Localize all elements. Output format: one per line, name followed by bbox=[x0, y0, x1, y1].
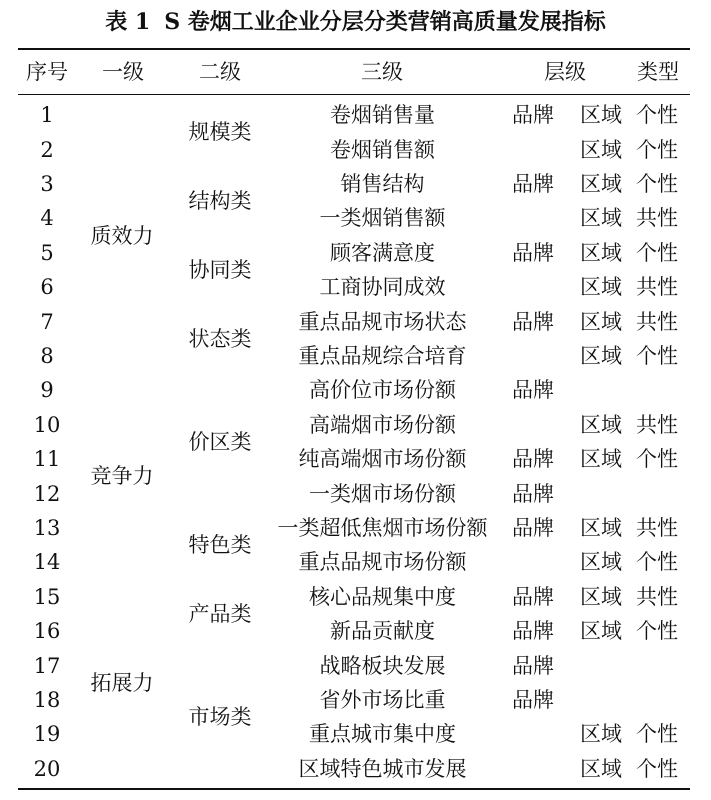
bottom-rule bbox=[18, 788, 690, 790]
row-region: 区域 bbox=[580, 309, 622, 334]
row-seq: 11 bbox=[33, 447, 61, 472]
row-level3: 销售结构 bbox=[340, 172, 425, 196]
row-type: 共性 bbox=[636, 412, 678, 437]
row-level3: 高价位市场份额 bbox=[309, 378, 456, 403]
level2-group: 结构类 bbox=[188, 189, 252, 214]
row-level3: 重点品规市场状态 bbox=[298, 309, 467, 334]
row-brand bbox=[508, 203, 558, 233]
row-region: 区域 bbox=[580, 584, 622, 609]
row-type: 共性 bbox=[636, 275, 678, 300]
level2-group: 协同类 bbox=[188, 258, 252, 282]
row-level3: 战略板块发展 bbox=[319, 653, 446, 678]
row-level3: 区域特色城市发展 bbox=[298, 756, 467, 781]
row-brand bbox=[508, 135, 558, 165]
row-brand bbox=[508, 547, 558, 577]
row-region: 区域 bbox=[580, 516, 622, 540]
row-type: 个性 bbox=[636, 722, 678, 747]
row-seq: 8 bbox=[40, 344, 54, 368]
row-seq: 13 bbox=[33, 516, 61, 540]
row-type bbox=[632, 651, 682, 681]
row-level3: 核心品规集中度 bbox=[309, 584, 456, 609]
row-brand: 品牌 bbox=[512, 584, 554, 609]
row-level3: 重点品规市场份额 bbox=[298, 550, 467, 575]
row-type: 个性 bbox=[636, 103, 678, 128]
row-seq: 14 bbox=[33, 550, 61, 575]
row-type: 个性 bbox=[636, 550, 678, 575]
row-seq: 16 bbox=[33, 619, 61, 644]
row-region: 区域 bbox=[580, 240, 622, 265]
row-brand bbox=[508, 272, 558, 302]
level2-group: 价区类 bbox=[188, 430, 252, 454]
row-seq: 19 bbox=[33, 722, 61, 747]
row-type: 个性 bbox=[636, 447, 678, 472]
row-brand: 品牌 bbox=[512, 103, 554, 128]
row-seq: 2 bbox=[40, 137, 54, 162]
row-seq: 17 bbox=[33, 653, 61, 678]
row-region: 区域 bbox=[580, 275, 622, 300]
header-level3: 三级 bbox=[361, 60, 403, 84]
header-rule bbox=[18, 94, 690, 95]
level1-group: 拓展力 bbox=[90, 670, 154, 695]
row-level3: 高端烟市场份额 bbox=[309, 412, 456, 437]
row-region bbox=[576, 479, 626, 509]
row-seq: 4 bbox=[40, 206, 54, 231]
row-region bbox=[576, 651, 626, 681]
row-level3: 卷烟销售量 bbox=[330, 103, 435, 128]
header-level2: 二级 bbox=[199, 60, 241, 84]
row-level3: 一类烟销售额 bbox=[319, 206, 446, 231]
row-region: 区域 bbox=[580, 756, 622, 781]
row-seq: 12 bbox=[33, 481, 61, 506]
row-type bbox=[632, 685, 682, 715]
row-region: 区域 bbox=[580, 172, 622, 196]
level2-group: 规模类 bbox=[188, 120, 252, 145]
row-region: 区域 bbox=[580, 344, 622, 368]
row-seq: 1 bbox=[40, 103, 54, 128]
table-title bbox=[0, 6, 711, 38]
header-tier: 层级 bbox=[544, 60, 586, 84]
level2-group: 特色类 bbox=[188, 533, 252, 558]
row-brand: 品牌 bbox=[512, 309, 554, 334]
row-type bbox=[632, 375, 682, 405]
row-type: 共性 bbox=[636, 516, 678, 540]
row-level3: 一类超低焦烟市场份额 bbox=[277, 516, 488, 540]
row-seq: 9 bbox=[40, 378, 54, 403]
row-region: 区域 bbox=[580, 103, 622, 128]
row-seq: 3 bbox=[40, 172, 54, 196]
row-seq: 10 bbox=[33, 412, 61, 437]
row-type: 共性 bbox=[636, 206, 678, 231]
row-brand: 品牌 bbox=[512, 447, 554, 472]
row-region: 区域 bbox=[580, 412, 622, 437]
row-region bbox=[576, 685, 626, 715]
row-region bbox=[576, 375, 626, 405]
row-level3: 新品贡献度 bbox=[330, 619, 435, 644]
row-brand bbox=[508, 754, 558, 784]
row-type: 个性 bbox=[636, 172, 678, 196]
row-seq: 18 bbox=[33, 688, 61, 712]
row-brand bbox=[508, 410, 558, 440]
header-type: 类型 bbox=[637, 60, 679, 84]
row-level3: 工商协同成效 bbox=[319, 275, 446, 300]
row-level3: 省外市场比重 bbox=[319, 688, 446, 712]
row-region: 区域 bbox=[580, 619, 622, 644]
row-seq: 7 bbox=[40, 309, 54, 334]
row-type bbox=[632, 479, 682, 509]
row-type: 个性 bbox=[636, 240, 678, 265]
row-brand: 品牌 bbox=[512, 619, 554, 644]
row-brand bbox=[508, 719, 558, 749]
row-level3: 重点城市集中度 bbox=[309, 722, 456, 747]
row-brand: 品牌 bbox=[512, 172, 554, 196]
row-type: 共性 bbox=[636, 584, 678, 609]
row-level3: 一类烟市场份额 bbox=[309, 481, 456, 506]
row-brand bbox=[508, 341, 558, 371]
table-caption: S 卷烟工业企业分层分类营销高质量发展指标 bbox=[164, 9, 606, 35]
row-brand: 品牌 bbox=[512, 481, 554, 506]
row-level3: 顾客满意度 bbox=[330, 240, 435, 265]
row-brand: 品牌 bbox=[512, 653, 554, 678]
level1-group: 质效力 bbox=[90, 223, 154, 248]
row-brand: 品牌 bbox=[512, 378, 554, 403]
row-region: 区域 bbox=[580, 550, 622, 575]
row-brand: 品牌 bbox=[512, 688, 554, 712]
row-type: 个性 bbox=[636, 756, 678, 781]
level2-group: 市场类 bbox=[188, 705, 252, 730]
row-level3: 卷烟销售额 bbox=[330, 137, 435, 162]
row-region: 区域 bbox=[580, 447, 622, 472]
row-brand: 品牌 bbox=[512, 516, 554, 540]
table-number: 表 1 bbox=[105, 9, 151, 35]
level2-group: 产品类 bbox=[188, 602, 252, 626]
row-brand: 品牌 bbox=[512, 240, 554, 265]
row-type: 个性 bbox=[636, 137, 678, 162]
row-seq: 5 bbox=[40, 240, 54, 265]
row-region: 区域 bbox=[580, 722, 622, 747]
row-type: 个性 bbox=[636, 344, 678, 368]
header-level1: 一级 bbox=[102, 60, 144, 84]
header-seq: 序号 bbox=[26, 60, 68, 84]
row-seq: 6 bbox=[40, 275, 54, 300]
row-region: 区域 bbox=[580, 206, 622, 231]
level2-group: 状态类 bbox=[188, 326, 252, 351]
row-type: 共性 bbox=[636, 309, 678, 334]
top-rule bbox=[18, 48, 690, 50]
row-level3: 纯高端烟市场份额 bbox=[298, 447, 467, 472]
row-level3: 重点品规综合培育 bbox=[298, 344, 467, 368]
row-region: 区域 bbox=[580, 137, 622, 162]
row-seq: 15 bbox=[33, 584, 61, 609]
level1-group: 竞争力 bbox=[90, 464, 154, 489]
row-seq: 20 bbox=[33, 756, 61, 781]
row-type: 个性 bbox=[636, 619, 678, 644]
